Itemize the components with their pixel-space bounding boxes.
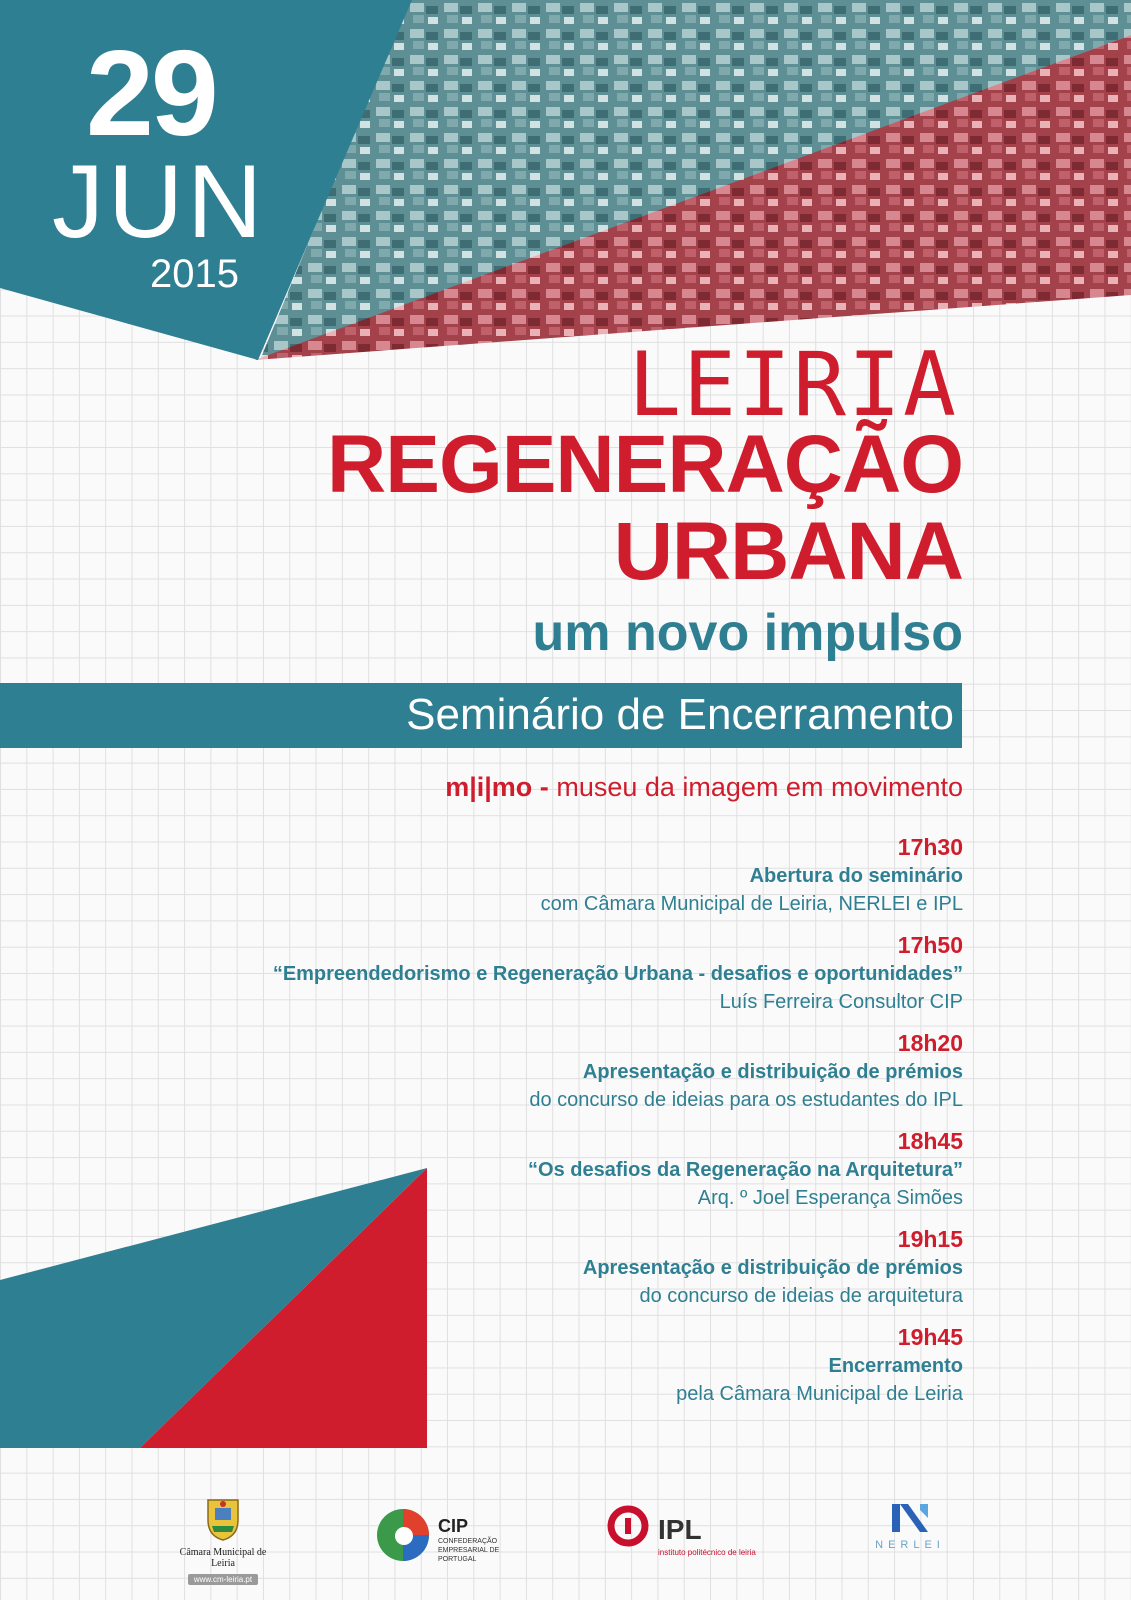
program-time: 19h15 — [897, 1226, 963, 1252]
program-time: 17h50 — [897, 932, 963, 958]
title-main-line1: REGENERAÇÃO — [327, 419, 963, 510]
date-year: 2015 — [150, 252, 239, 296]
program-list — [203, 832, 963, 1420]
program-item — [203, 1126, 963, 1212]
program-time: 18h45 — [897, 1128, 963, 1154]
event-band — [0, 683, 962, 748]
program-item — [203, 1322, 963, 1408]
title-subtitle: um novo impulso — [532, 604, 963, 662]
event-name: Seminário de Encerramento — [406, 690, 954, 739]
program-detail: Luís Ferreira Consultor CIP — [719, 991, 963, 1013]
cip-swirl-icon — [374, 1506, 432, 1564]
nerlei-name: NERLEI — [875, 1539, 945, 1551]
program-item — [203, 832, 963, 918]
venue-acronym: m|i|mo - — [445, 772, 549, 802]
ipl-name: IPL — [658, 1514, 702, 1545]
program-title: Apresentação e distribuição de prémios — [582, 1257, 963, 1279]
nerlei-logo — [860, 1502, 960, 1572]
program-time: 19h45 — [897, 1324, 963, 1350]
program-detail: com Câmara Municipal de Leiria, NERLEI e IPL — [540, 893, 963, 915]
program-detail: Arq. º Joel Esperança Simões — [697, 1187, 963, 1209]
title-main-line2: URBANA — [613, 506, 963, 597]
date-month: JUN — [52, 144, 267, 260]
cip-tagline: CONFEDERAÇÃO EMPRESARIAL DE PORTUGAL — [438, 1538, 500, 1563]
title-city: LEIRIA — [628, 333, 958, 436]
program-detail: do concurso de ideias de arquitetura — [639, 1285, 963, 1307]
ipl-logo — [606, 1504, 776, 1564]
camara-name: Câmara Municipal de Leiria — [179, 1547, 267, 1569]
program-title: Apresentação e distribuição de prémios — [582, 1061, 963, 1083]
nerlei-n-icon — [890, 1502, 930, 1534]
program-item — [203, 930, 963, 1016]
program-item — [203, 1224, 963, 1310]
date-day: 29 — [86, 25, 216, 161]
camara-logo — [168, 1498, 278, 1587]
program-title: Abertura do seminário — [749, 865, 963, 887]
program-title: “Empreendedorismo e Regeneração Urbana - desafios e oportunidades” — [272, 963, 963, 985]
ipl-tagline: instituto politécnico de leiria — [658, 1548, 756, 1557]
program-detail: pela Câmara Municipal de Leiria — [676, 1383, 963, 1405]
venue-name: museu da imagem em movimento — [556, 772, 963, 802]
program-detail: do concurso de ideias para os estudantes do IPL — [529, 1089, 963, 1111]
camara-url: www.cm-leiria.pt — [188, 1574, 258, 1585]
coat-of-arms-icon — [200, 1498, 246, 1542]
program-title: “Os desafios da Regeneração na Arquitetura” — [528, 1159, 963, 1181]
ipl-ring-icon — [606, 1504, 650, 1548]
program-item — [203, 1028, 963, 1114]
program-time: 18h20 — [897, 1030, 963, 1056]
program-title: Encerramento — [828, 1355, 963, 1377]
venue — [445, 770, 963, 804]
cip-logo — [374, 1506, 544, 1566]
cip-name: CIP — [438, 1516, 469, 1536]
sponsor-logos — [0, 1490, 1131, 1600]
program-time: 17h30 — [897, 834, 963, 860]
